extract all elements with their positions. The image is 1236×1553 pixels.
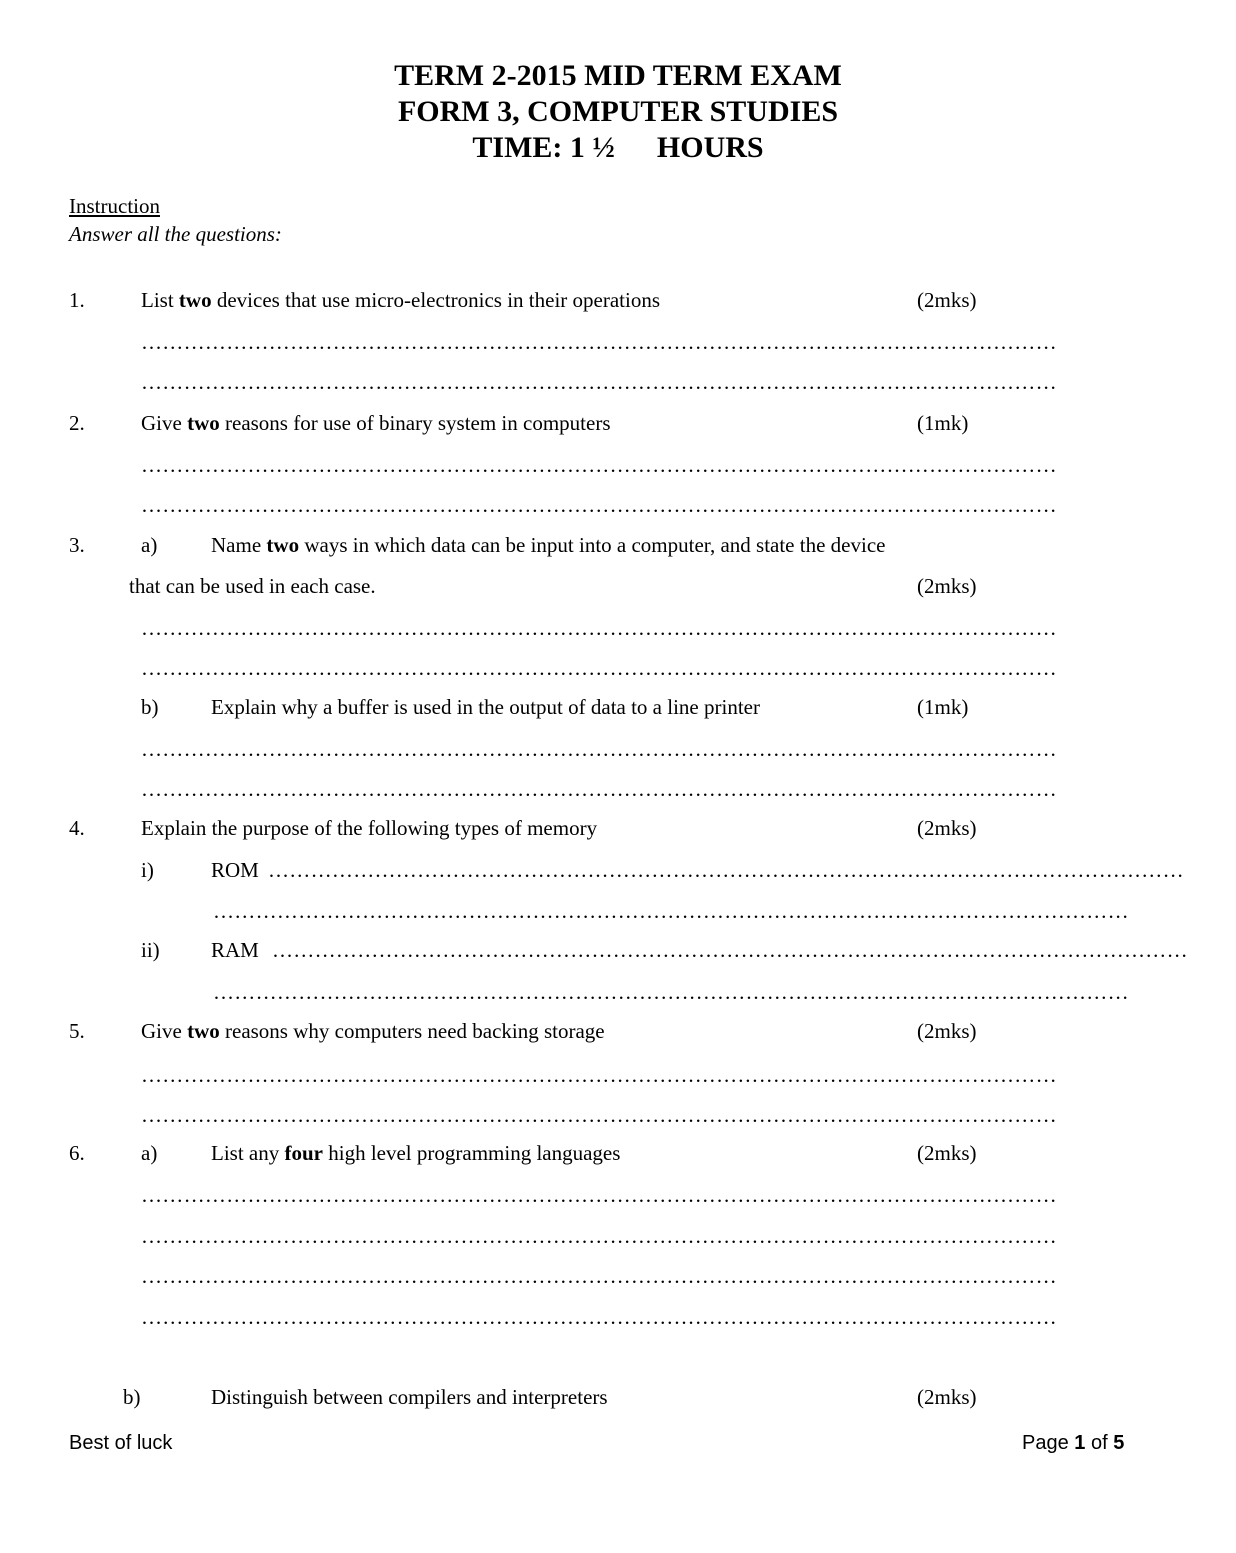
q1-text-bold: two: [178, 288, 212, 312]
q1-answer-line-1[interactable]: …………………………………………………………………………………………………………………: [141, 330, 1057, 354]
q6a-text: [211, 1140, 620, 1166]
q6a-answer-line-3[interactable]: …………………………………………………………………………………………………………………: [141, 1264, 1057, 1288]
q2-text: [141, 410, 611, 436]
q3b-marks: (1mk): [917, 695, 969, 719]
instruction-heading: Instruction: [69, 194, 160, 218]
q6a-text-bold: four: [284, 1141, 323, 1165]
q3a-text-bold: two: [266, 533, 300, 557]
exam-time-unit: HOURS: [656, 131, 764, 164]
q4ii-text: RAM: [211, 938, 259, 962]
q5-answer-line-1[interactable]: …………………………………………………………………………………………………………………: [141, 1063, 1057, 1087]
exam-time: [0, 130, 1236, 166]
q6b-marks: (2mks): [917, 1385, 977, 1409]
q6a-answer-line-1[interactable]: …………………………………………………………………………………………………………………: [141, 1183, 1057, 1207]
q1-marks: (2mks): [917, 288, 977, 312]
q4ii-label: ii): [141, 938, 160, 962]
q5-text-post: reasons why computers need backing storage: [219, 1019, 605, 1043]
q3b-text: Explain why a buffer is used in the output of data to a line printer: [211, 695, 760, 719]
q4-number: 4.: [69, 816, 85, 840]
q3a-label: a): [141, 533, 158, 557]
q2-number: 2.: [69, 411, 85, 435]
q4ii-answer-line-2[interactable]: …………………………………………………………………………………………………………………: [213, 980, 1129, 1004]
q5-text: [141, 1018, 605, 1044]
q6a-answer-line-2[interactable]: …………………………………………………………………………………………………………………: [141, 1224, 1057, 1248]
q2-text-bold: two: [187, 411, 220, 435]
q5-text-bold: two: [187, 1019, 220, 1043]
q2-answer-line-2[interactable]: …………………………………………………………………………………………………………………: [141, 493, 1057, 517]
q6b-label: b): [123, 1385, 141, 1409]
page-word: Page: [1022, 1432, 1075, 1454]
q3a-text-pre: Name: [211, 533, 267, 557]
q3a-answer-line-2[interactable]: …………………………………………………………………………………………………………………: [141, 656, 1057, 680]
q3b-label: b): [141, 695, 159, 719]
q2-marks: (1mk): [917, 411, 969, 435]
q3a-text-post: ways in which data can be input into a computer, and state the device: [299, 533, 886, 557]
q6a-answer-line-4[interactable]: …………………………………………………………………………………………………………………: [141, 1305, 1057, 1329]
q3a-text-continued: that can be used in each case.: [129, 574, 376, 598]
q5-answer-line-2[interactable]: …………………………………………………………………………………………………………………: [141, 1103, 1057, 1127]
q1-text-post: devices that use micro-electronics in their operations: [211, 288, 661, 312]
exam-subtitle: FORM 3, COMPUTER STUDIES: [397, 95, 839, 128]
q6a-text-post: high level programming languages: [323, 1141, 621, 1165]
q4-marks: (2mks): [917, 816, 977, 840]
q3b-answer-line-2[interactable]: …………………………………………………………………………………………………………………: [141, 777, 1057, 801]
q5-number: 5.: [69, 1019, 85, 1043]
exam-time-value: TIME: 1 ½: [472, 131, 615, 164]
q2-text-pre: Give: [141, 411, 188, 435]
q5-marks: (2mks): [917, 1019, 977, 1043]
q1-text: [141, 287, 660, 313]
page-current: 1: [1074, 1432, 1086, 1454]
q2-answer-line-1[interactable]: …………………………………………………………………………………………………………………: [141, 453, 1057, 477]
q5-text-pre: Give: [141, 1019, 188, 1043]
page-number: [1022, 1430, 1124, 1456]
q6a-marks: (2mks): [917, 1141, 977, 1165]
q3b-answer-line-1[interactable]: …………………………………………………………………………………………………………………: [141, 737, 1057, 761]
q4i-answer-line-2[interactable]: …………………………………………………………………………………………………………………: [213, 899, 1129, 923]
page-total: 5: [1113, 1432, 1125, 1454]
q4ii-answer-line-1[interactable]: …………………………………………………………………………………………………………………: [272, 938, 1188, 962]
q6b-text: Distinguish between compilers and interpreters: [211, 1385, 608, 1409]
q4i-label: i): [141, 858, 154, 882]
q3a-answer-line-1[interactable]: …………………………………………………………………………………………………………………: [141, 616, 1057, 640]
q3a-text: [211, 532, 885, 558]
q1-number: 1.: [69, 288, 85, 312]
q4-text: Explain the purpose of the following types of memory: [141, 816, 598, 840]
q6-number: 6.: [69, 1141, 85, 1165]
q3a-marks: (2mks): [917, 574, 977, 598]
q6a-text-pre: List any: [211, 1141, 285, 1165]
q3-number: 3.: [69, 533, 85, 557]
q4i-answer-line-1[interactable]: …………………………………………………………………………………………………………………: [268, 858, 1184, 882]
q2-text-post: reasons for use of binary system in computers: [219, 411, 611, 435]
page-of-word: of: [1085, 1432, 1114, 1454]
footer-note: Best of luck: [69, 1432, 173, 1454]
q6a-label: a): [141, 1141, 158, 1165]
q1-answer-line-2[interactable]: …………………………………………………………………………………………………………………: [141, 370, 1057, 394]
q1-text-pre: List: [141, 288, 179, 312]
q4i-text: ROM: [211, 858, 259, 882]
exam-title: TERM 2-2015 MID TERM EXAM: [394, 59, 842, 92]
instruction-text: Answer all the questions:: [69, 222, 282, 246]
